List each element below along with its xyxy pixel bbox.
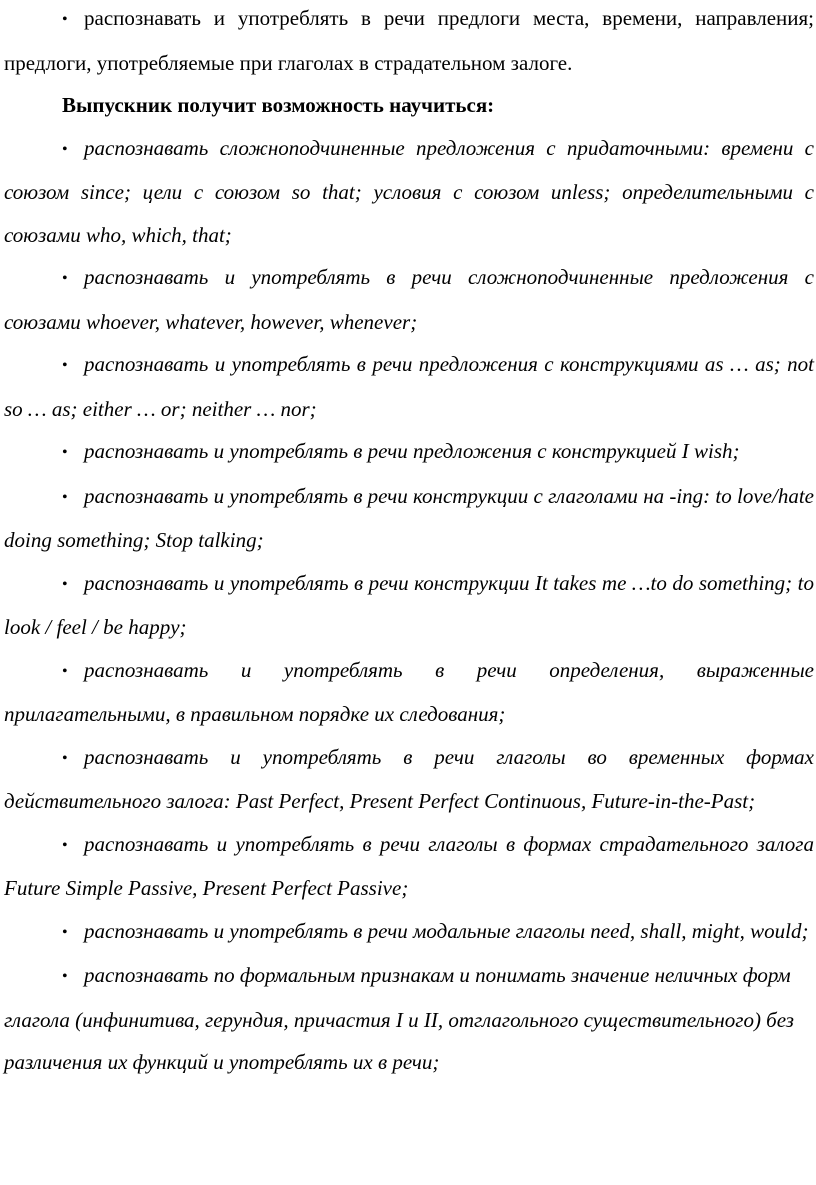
bullet-icon: • (62, 968, 68, 985)
list-item-text: распознавать и употреблять в речи предложения с конструкцией I wish; (84, 439, 740, 463)
list-item (4, 343, 814, 430)
list-item-text: распознавать и употреблять в речи сложноподчиненные предложения с союзами whoever, whatever, however, whenever; (4, 265, 814, 334)
list-item-text: распознавать и употреблять в речи конструкции с глаголами на -ing: to love/hate doing something; Stop talking; (4, 483, 814, 552)
list-item-text: распознавать сложноподчиненные предложения с придаточными: времени с союзом since; цели с союзом so that; условия с союзом unless; определительными с союзами who, which, that; (4, 135, 814, 247)
bullet-icon: • (62, 444, 68, 461)
list-item (4, 562, 814, 649)
section-heading: Выпускник получит возможность научиться: (62, 93, 495, 117)
bullet-icon: • (62, 488, 68, 506)
list-item-text: распознавать и употреблять в речи конструкции It takes me …to do something; to look / feel / be happy; (4, 570, 814, 639)
bullet-icon: • (62, 749, 68, 767)
bullet-icon: • (62, 575, 68, 593)
list-item (4, 430, 814, 475)
list-item (4, 475, 814, 562)
bullet-icon: • (62, 270, 68, 287)
list-item-text: распознавать и употреблять в речи определения, выраженные прилагательными, в правильном порядке их следования; (4, 657, 814, 726)
list-item (4, 649, 814, 736)
list-item (4, 256, 814, 343)
list-item (4, 954, 814, 1084)
list-item-text: распознавать по формальным признакам и понимать значение неличных форм глагола (инфинитива, герундия, причастия I и II, отглагольного существительного) без различения их функций и употреблять их в речи; (4, 963, 794, 1074)
list-item-text: распознавать и употреблять в речи глаголы в формах страдательного залога Future Simple Passive, Present Perfect Passive; (4, 831, 814, 900)
list-item (4, 736, 814, 823)
bullet-icon: • (62, 140, 68, 158)
bullet-icon: • (62, 357, 68, 374)
list-item-text: распознавать и употреблять в речи предлоги места, времени, направления; предлоги, употребляемые при глаголах в страдательном залоге. (4, 6, 814, 75)
list-item (4, 127, 814, 257)
list-item (4, 823, 814, 910)
bullet-icon: • (62, 836, 68, 854)
list-item (4, 910, 814, 955)
list-item-text: распознавать и употреблять в речи предложения с конструкциями as … as; not so … as; either … or; neither … nor; (4, 352, 814, 421)
intro-list-item (4, 0, 814, 84)
list-item-text: распознавать и употреблять в речи глаголы во временных формах действительного залога: Past Perfect, Present Perfect Continuous, Future-in-the-Past; (4, 744, 814, 813)
bullet-icon: • (62, 923, 68, 941)
bullet-icon: • (62, 662, 68, 680)
bullet-icon: • (62, 11, 68, 28)
list-item-text: распознавать и употреблять в речи модальные глаголы need, shall, might, would; (84, 918, 809, 943)
